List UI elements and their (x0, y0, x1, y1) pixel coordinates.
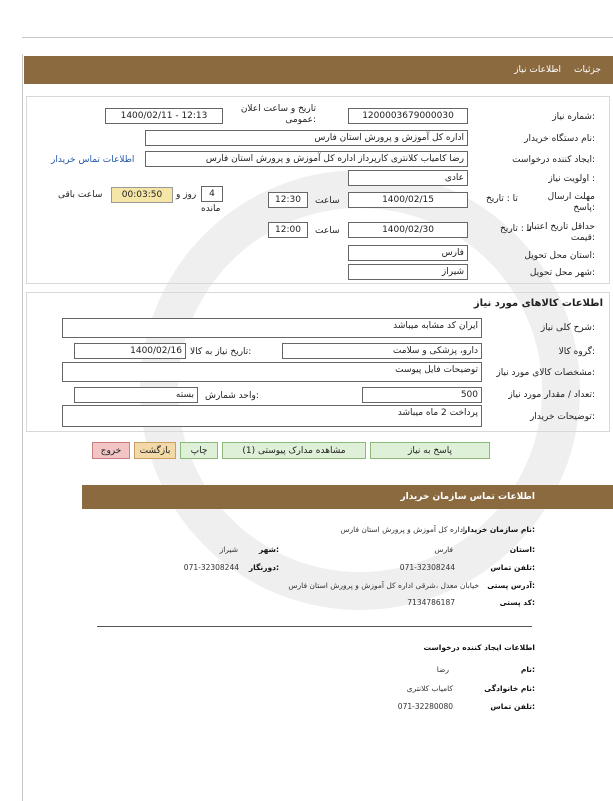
requester-label: ایجاد کننده درخواست: (512, 155, 595, 165)
org-name-value: اداره کل آموزش و پرورش استان فارس (340, 525, 465, 534)
send-until-date-label: تا : تاریخ (486, 194, 518, 204)
announce-datetime-field: 1400/02/11 - 12:13 (105, 108, 223, 124)
goods-unit-label: واحد شمارش: (205, 391, 259, 401)
send-date-field: 1400/02/15 (348, 192, 468, 208)
goods-spec-field: توضیحات فایل پیوست (62, 362, 482, 382)
respond-button[interactable]: پاسخ به نیاز (370, 442, 490, 459)
creator-first-name-label: نام: (520, 665, 535, 674)
remaining-label: ساعت باقی (58, 190, 103, 200)
creator-first-name-value: رضا (436, 665, 449, 674)
price-date-field: 1400/02/30 (348, 222, 468, 238)
contact-province-value: فارس (434, 545, 453, 554)
day-and-label: روز و (176, 190, 197, 200)
breadcrumb-details[interactable]: جزئیات (574, 65, 601, 75)
need-number-field: 1200003679000030 (348, 108, 468, 124)
creator-phone-label: تلفن تماس: (490, 702, 535, 711)
contact-section-title: اطلاعات تماس سازمان خریدار (400, 492, 535, 502)
top-divider (22, 37, 613, 38)
goods-qty-label: تعداد / مقدار مورد نیاز: (508, 390, 595, 400)
delivery-city-label: شهر محل تحویل: (529, 268, 595, 278)
goods-qty-field: 500 (362, 387, 482, 403)
goods-group-field: دارو، پزشکی و سلامت (282, 343, 482, 359)
price-time-label: ساعت (315, 226, 340, 236)
delivery-province-field: فارس (348, 245, 468, 261)
buyer-notes-field: پرداخت 2 ماه میباشد (62, 405, 482, 427)
need-date-field: 1400/02/16 (74, 343, 186, 359)
goods-summary-field: ایران کد مشابه میباشد (62, 318, 482, 338)
address-value: خیابان معدل ،شرقی اداره کل آموزش و پرورش استان فارس (288, 581, 479, 590)
remaining-suffix: مانده (201, 204, 221, 214)
buyer-notes-label: توضیحات خریدار: (529, 412, 595, 422)
need-date-label: تاریخ نیاز به کالا: (190, 347, 252, 357)
contact-city-label: شهر: (259, 545, 279, 554)
price-until-date-label: تا : تاریخ (500, 224, 532, 234)
delivery-province-label: استان محل تحویل: (524, 251, 595, 261)
contact-bar (82, 485, 613, 509)
announce-label: تاریخ و ساعت اعلان عمومی: (240, 104, 316, 125)
back-button[interactable]: بازگشت (134, 442, 176, 459)
contact-phone-label: تلفن تماس: (490, 563, 535, 572)
contact-city-value: شیراز (219, 545, 238, 554)
creator-last-name-label: نام خانوادگی: (484, 684, 535, 693)
price-time-field: 12:00 (268, 222, 308, 238)
goods-summary-label: شرح کلی نیاز: (540, 323, 595, 333)
address-label: آدرس پستی: (487, 581, 535, 590)
priority-field: عادی (348, 170, 468, 186)
creator-section-title: اطلاعات ایجاد کننده درخواست (423, 643, 535, 652)
goods-unit-field: بسته (74, 387, 198, 403)
buyer-org-label: نام دستگاه خریدار: (524, 134, 595, 144)
contact-fax-value: 071-32308244 (183, 563, 239, 572)
buyer-org-field: اداره کل آموزش و پرورش استان فارس (145, 130, 468, 146)
countdown-timer: 00:03:50 (111, 187, 173, 203)
contact-phone-value: 071-32308244 (399, 563, 455, 572)
send-time-field: 12:30 (268, 192, 308, 208)
priority-label: اولویت نیاز : (548, 174, 595, 184)
goods-section-title: اطلاعات کالاهای مورد نیاز (473, 298, 603, 309)
postal-code-value: 7134786187 (407, 598, 455, 607)
contact-province-label: استان: (509, 545, 535, 554)
delivery-city-field: شیراز (348, 264, 468, 280)
exit-button[interactable]: خروج (92, 442, 130, 459)
postal-code-label: کد پستی: (499, 598, 535, 607)
need-number-label: شماره نیاز: (552, 112, 595, 122)
breadcrumb-need-info[interactable]: اطلاعات نیاز (514, 65, 561, 75)
goods-spec-label: مشخصات کالای مورد نیاز: (496, 368, 595, 378)
attachments-button[interactable]: مشاهده مدارک پیوستی (1) (222, 442, 366, 459)
price-validity-label: حداقل تاریخ اعتبار قیمت: (527, 222, 595, 243)
contact-divider (97, 626, 532, 627)
creator-phone-value: 071-32280080 (397, 702, 453, 711)
send-deadline-label: مهلت ارسال پاسخ: (547, 192, 595, 213)
goods-group-label: گروه کالا: (558, 347, 595, 357)
print-button[interactable]: چاپ (180, 442, 218, 459)
buyer-contact-link[interactable]: اطلاعات تماس خریدار (51, 155, 135, 165)
days-remaining-field: 4 (201, 186, 223, 202)
send-time-label: ساعت (315, 196, 340, 206)
creator-last-name-value: کامیاب کلانتری (406, 684, 453, 693)
org-name-label: نام سازمان خریدار: (463, 525, 535, 534)
requester-field: رضا کامیاب کلانتری کارپرداز اداره کل آموزش و پرورش استان فارس (145, 151, 468, 167)
contact-fax-label: دورنگار: (248, 563, 279, 572)
header-bar (24, 56, 613, 84)
